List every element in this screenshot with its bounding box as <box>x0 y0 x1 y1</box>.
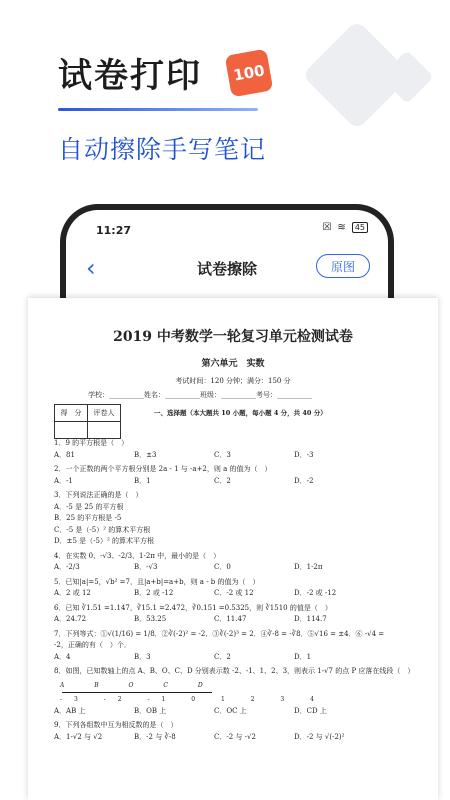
original-image-button[interactable]: 原图 <box>316 254 370 278</box>
question-3: 3．下列说法正确的是（ ） A．-5 是 25 的平方根 B．25 的平方根是 -5 C．-5 是（-5）² 的算术平方根 D．±5 是（-5）² 的算术平方根 <box>54 491 155 545</box>
status-time: 11:27 <box>96 224 132 237</box>
score-100-badge-icon: 100 <box>225 49 274 98</box>
exam-paper <box>28 298 438 800</box>
battery-icon: 45 <box>352 222 368 233</box>
hero-underline <box>58 108 258 111</box>
question-1: 1．9 的平方根是（ ） A．81 B．±3 C．3 D．-3 <box>54 439 314 459</box>
hero-title: 试卷打印 <box>58 56 202 96</box>
paper-title: 2019 中考数学一轮复习单元检测试卷 <box>113 329 353 345</box>
back-chevron-icon[interactable]: ‹ <box>86 254 96 282</box>
question-list <box>54 438 424 746</box>
paper-exam-info: 考试时间：120 分钟；满分：150 分 <box>175 377 291 385</box>
paper-subtitle: 第六单元 实数 <box>201 359 265 369</box>
question-5: 5．已知|a|=5，√b² =7，且|a+b|=a+b，则 a - b 的值为（ ） A．2 或 12 B．2 或 -12 C．-2 或 12 D．-2 或 -12 <box>54 577 337 597</box>
status-icons <box>322 222 368 233</box>
question-8: 8．如图，已知数轴上的点 A、B、O、C、D 分别表示数 -2、-1、1、2、3，则表示 1-√7 的点 P 应落在线段（ ） A B O C D -3 -2 -1 0 1 2 3 4 A．AB 上 B．OB 上 C．OC 上 D．CD 上 <box>54 666 424 717</box>
question-9: 9．下列各组数中互为相反数的是（ ） A．1-√2 与 √2 B．-2 与 ∛-8 C．-2 与 -√2 D．-2 与 √(-2)² <box>54 721 345 741</box>
question-7: 7．下列等式：①√(1/16) = 1/8．②∛(-2)² = -2．③∛(-2)³ = 2．④∛-8 = -∛8．⑤√16 = ±4．⑥ -√4 = -2，正确的有（ ）个． A．4 B．3 C．2 D．1 <box>54 629 385 661</box>
question-4: 4．在实数 0、-√3、-2/3、1-2π 中，最小的是（ ） A．-2/3 B．-√3 C．0 D．1-2π <box>54 551 323 571</box>
grader-cell-label: 评卷人 <box>88 405 121 422</box>
number-line: A B O C D -3 -2 -1 0 1 2 3 4 <box>60 681 326 703</box>
section-heading: 一、选择题（本大题共 10 小题，每小题 4 分，共 40 分） <box>154 409 327 417</box>
score-cell-label: 得 分 <box>55 405 88 422</box>
question-6: 6．已知 ∛1.51 =1.147，∛15.1 =2.472，∛0.151 =0.5325，则 ∛1510 的值是（ ） A．24.72 B．53.25 C．11.47 D．114.7 <box>54 603 332 623</box>
paper-student-fields: 学校：__________姓名：__________班级：__________考号：__________ <box>88 391 312 399</box>
nav-title: 试卷擦除 <box>196 260 257 278</box>
wifi-icon: ≋ <box>337 222 346 233</box>
hero-subtitle: 自动擦除手写笔记 <box>58 135 267 164</box>
question-2: 2．一个正数的两个平方根分别是 2a - 1 与 -a+2，则 a 的值为（ ） A．-1 B．1 C．2 D．-2 <box>54 465 314 485</box>
score-table <box>54 404 121 439</box>
sim-icon: ☒ <box>322 222 332 233</box>
